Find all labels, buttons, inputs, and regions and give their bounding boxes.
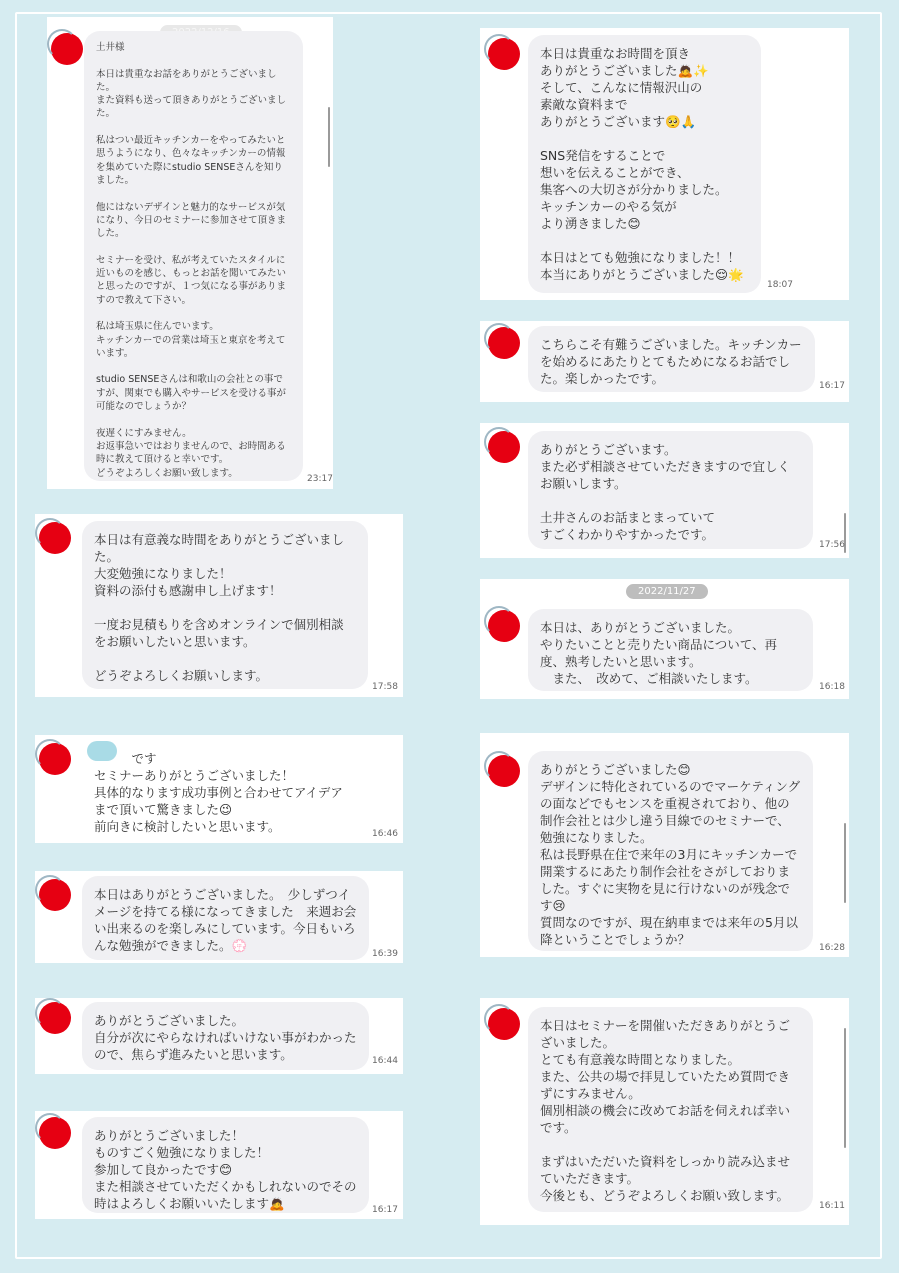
message-bubble: 本日はセミナーを開催いただきありがとうございました。 とても有意義な時間となりました。 また、公共の場で拝見していたため質問できずにすみません。 個別相談の機会に改めてお話を伺えれば幸いです。 まずはいただいた資料をしっかり読み込ませていただきます。 今後とも、どうぞよろしくお願い致します。 xyxy=(528,1007,813,1212)
message-card xyxy=(480,321,849,402)
message-bubble: 本日は貴重なお時間を頂き ありがとうございました🙇✨ そして、こんなに情報沢山の 素敵な資料まで ありがとうございます🥺🙏 SNS発信をすることで 想いを伝えることができ、 集客への大切さが分かりました。 キッチンカーのやる気が より湧きました😊 本日はとても勉強になりました！！ 本当にありがとうございました😌🌟 xyxy=(528,35,761,293)
message-card xyxy=(480,998,849,1225)
message-time: 16:28 xyxy=(819,943,845,953)
message-time: 16:11 xyxy=(819,1201,845,1211)
scrollbar[interactable] xyxy=(328,107,330,167)
message-bubble: こちらこそ有難うございました。キッチンカーを始めるにあたりとてもためになるお話でした。楽しかったです。 xyxy=(528,326,815,392)
message-time: 17:56 xyxy=(819,540,845,550)
message-card xyxy=(35,998,403,1074)
avatar xyxy=(488,755,520,787)
message-time: 16:18 xyxy=(819,682,845,692)
message-card xyxy=(35,735,403,843)
avatar xyxy=(39,743,71,775)
message-card xyxy=(480,733,849,957)
avatar xyxy=(39,1117,71,1149)
message-time: 23:17 xyxy=(307,474,333,484)
message-time: 16:44 xyxy=(372,1056,398,1066)
message-card xyxy=(480,579,849,699)
message-time: 17:58 xyxy=(372,682,398,692)
avatar xyxy=(488,38,520,70)
message-bubble: 土井様 本日は貴重なお話をありがとうございました。 また資料も送って頂きありがとうございました。 私はつい最近キッチンカーをやってみたいと思うようになり、色々なキッチンカーの情報を集めていた際にstudio SENSEさんを知りました。 他にはないデザインと魅力的なサービスが気になり、今日のセミナーに参加させて頂きました。 セミナーを受け、私が考えていたスタイルに近いものを感じ、もっとお話を聞いてみたいと思ったのですが、１つ気になる事がありますので教えて下さい。 私は埼玉県に住んでいます。 キッチンカーでの営業は埼玉と東京を考えています。 studio SENSEさんは和歌山の会社との事ですが、関東でも購入やサービスを受ける事が可能なのでしょうか？ 夜遅くにすみません。 お返事急いではおりませんので、お時間ある時に教えて頂けると幸いです。 どうぞよろしくお願い致します。 xyxy=(84,31,303,481)
scrollbar[interactable] xyxy=(844,823,846,903)
message-card xyxy=(480,423,849,558)
avatar xyxy=(488,327,520,359)
message-card xyxy=(47,17,333,489)
message-card xyxy=(35,1111,403,1219)
message-bubble: ありがとうございました！ ものすごく勉強になりました！ 参加して良かったです😊 また相談させていただくかもしれないのでその時はよろしくお願いいたします🙇 xyxy=(82,1117,369,1213)
message-time: 16:46 xyxy=(372,829,398,839)
avatar xyxy=(488,1008,520,1040)
message-bubble: 本日はありがとうございました。 少しずつイメージを持てる様になってきました 来週お会い出来るのを楽しみにしています。今日もいろんな勉強ができました。💮 xyxy=(82,876,369,960)
message-bubble: です セミナーありがとうございました！ 具体的なります成功事例と合わせてアイデアまで頂いて驚きました😉 前向きに検討したいと思います。 xyxy=(94,751,343,834)
message-time: 16:39 xyxy=(372,949,398,959)
avatar xyxy=(488,610,520,642)
message-card xyxy=(35,871,403,963)
scrollbar[interactable] xyxy=(844,1028,846,1148)
message-card xyxy=(35,514,403,697)
avatar xyxy=(488,431,520,463)
date-separator: 2022/11/27 xyxy=(626,584,708,599)
message-card xyxy=(480,28,849,300)
message-bubble: 本日は有意義な時間をありがとうございました。 大変勉強になりました！ 資料の添付も感謝申し上げます！ 一度お見積もりを含めオンラインで個別相談をお願いしたいと思います。 どうぞよろしくお願いします。 xyxy=(82,521,368,689)
avatar xyxy=(39,522,71,554)
message-time: 16:17 xyxy=(819,381,845,391)
message-time: 16:17 xyxy=(372,1205,398,1215)
message-bubble: ありがとうございました。 自分が次にやらなければいけない事がわかったので、焦らず進みたいと思います。 xyxy=(82,1002,369,1070)
message-bubble: ありがとうございます。 また必ず相談させていただきますので宜しくお願いします。 土井さんのお話まとまっていて すごくわかりやすかったです。 xyxy=(528,431,813,549)
message-bubble: 本日は、ありがとうございました。 やりたいことと売りたい商品について、再度、熟考したいと思います。 また、 改めて、ご相談いたします。 xyxy=(528,609,813,691)
avatar xyxy=(39,879,71,911)
message-time: 18:07 xyxy=(767,280,793,290)
avatar xyxy=(51,33,83,65)
message-bubble: ありがとうございました😊 デザインに特化されているのでマーケティングの面などでもセンスを重視されており、他の制作会社とは少し違う目線でのセミナーで、勉強になりました。 私は長野県在住で来年の3月にキッチンカーで開業するにあたり制作会社をさがしておりました。すぐに実物を見に行けないのが残念です😢 質問なのですが、現在納車までは来年の5月以降ということでしょうか？ xyxy=(528,751,813,951)
avatar xyxy=(39,1002,71,1034)
